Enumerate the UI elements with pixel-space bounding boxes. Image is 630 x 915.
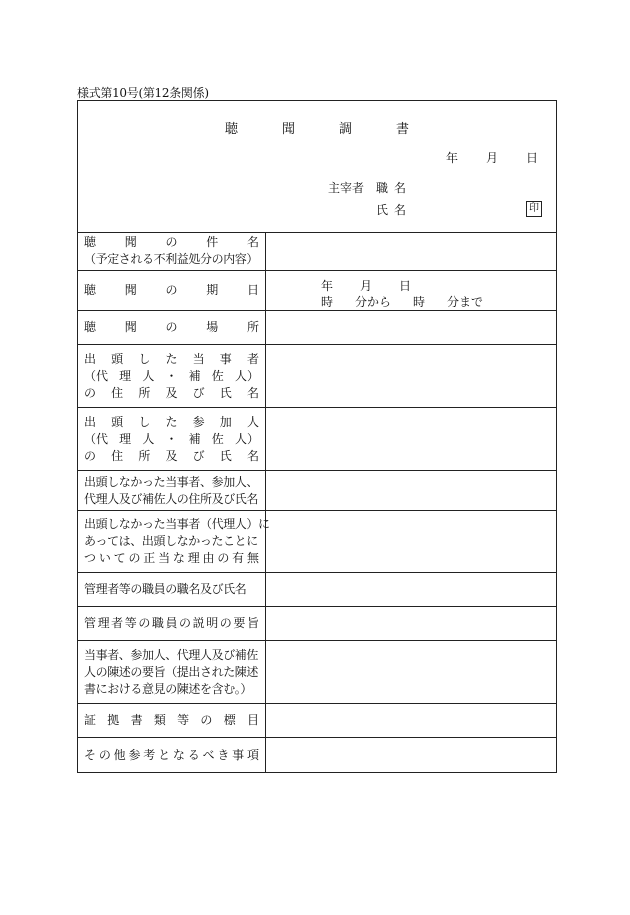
- row-label-text: 補: [188, 368, 201, 383]
- row-label-text: て: [113, 551, 126, 565]
- row-label: [78, 511, 270, 572]
- row-label-text: 無: [246, 551, 259, 565]
- row-label-line: [84, 712, 259, 729]
- row-label-line: [84, 581, 259, 598]
- row-label-text: の: [138, 616, 151, 630]
- row-label-text: 住: [111, 448, 124, 463]
- form-row: [78, 345, 556, 408]
- row-label-text: 旨: [246, 616, 259, 630]
- row-label-text: 日: [246, 283, 259, 297]
- row-label-text: 等: [177, 713, 190, 727]
- row-label-line: [84, 516, 270, 533]
- date-year: 年: [445, 151, 458, 165]
- row-label-text: の: [179, 616, 192, 630]
- row-label-text: の: [84, 448, 97, 463]
- hearing-date-part: 年: [321, 279, 334, 293]
- row-label-text: き: [217, 747, 230, 762]
- post-label-char: 職: [375, 181, 388, 195]
- row-label-text: 目: [246, 713, 259, 727]
- hearing-time-part: 分から: [355, 295, 392, 309]
- row-label: [78, 738, 266, 772]
- row-label-text: の: [128, 551, 141, 565]
- row-label-text: 人: [142, 431, 155, 446]
- row-label: [78, 271, 266, 310]
- row-label-text: 有: [232, 551, 245, 565]
- row-label-text: 及: [165, 385, 178, 400]
- row-value-cell[interactable]: [266, 511, 556, 572]
- row-label-line: [84, 491, 259, 508]
- post-label-char: 名: [393, 181, 406, 195]
- row-label-text: 員: [165, 616, 178, 630]
- row-label-text: 書における意見の陳述を含む。）: [84, 681, 253, 696]
- row-label-text: 当: [158, 551, 171, 565]
- row-value-cell[interactable]: [266, 607, 556, 640]
- row-label-text: 書: [130, 713, 143, 727]
- row-label-text: 標: [223, 713, 236, 727]
- row-label: [78, 704, 266, 737]
- form-title: [78, 118, 556, 137]
- row-label-line: [84, 533, 259, 550]
- row-label-text: そ: [84, 747, 97, 762]
- name-label-char: 名: [393, 203, 406, 217]
- row-label-line: [84, 385, 259, 402]
- row-label-line: [84, 474, 259, 491]
- title-char: 書: [396, 122, 410, 137]
- row-label-text: の: [217, 551, 230, 565]
- row-label-text: 事: [232, 747, 245, 762]
- row-label-line: [84, 368, 259, 385]
- date-month: 月: [485, 151, 498, 165]
- row-label-text: び: [192, 385, 205, 400]
- row-label: [78, 573, 266, 606]
- title-char: 調: [339, 122, 353, 137]
- row-value-cell[interactable]: [266, 738, 556, 772]
- row-label-text: 住: [111, 385, 124, 400]
- row-label-text: い: [98, 551, 111, 565]
- row-value-cell[interactable]: [266, 311, 556, 344]
- row-label-line: [84, 282, 259, 299]
- row-label-text: な: [172, 747, 185, 762]
- row-label-text: 職: [151, 616, 164, 630]
- row-label-text: 名: [246, 235, 259, 249]
- row-label-text: 考: [143, 747, 156, 762]
- row-label-line: [84, 414, 259, 431]
- row-label-text: び: [192, 448, 205, 463]
- row-label-line: [84, 615, 259, 632]
- row-label-line: [84, 448, 259, 465]
- row-label-text: 明: [206, 616, 219, 630]
- title-char: 聴: [224, 122, 238, 137]
- presider-label: 主宰者: [328, 181, 365, 195]
- row-label-text: た: [165, 351, 178, 366]
- form-caption: 様式第10号(第12条関係): [77, 86, 209, 100]
- row-value-cell[interactable]: [266, 704, 556, 737]
- hearing-date-part: 月: [360, 279, 373, 293]
- form-row: [78, 607, 556, 641]
- row-label-text: 代理人及び補佐人の住所及び氏名: [84, 491, 259, 506]
- row-label-text: 佐: [211, 368, 224, 383]
- hearing-record-form: [77, 100, 557, 773]
- name-label-char: 氏: [375, 203, 388, 217]
- row-label-text: 者: [111, 616, 124, 630]
- row-label-text: 説: [192, 616, 205, 630]
- row-label-text: の: [200, 713, 213, 727]
- row-label-text: 補: [188, 431, 201, 446]
- row-label-text: 人: [142, 368, 155, 383]
- row-label-text: 人: [246, 414, 259, 429]
- form-row: [78, 573, 556, 607]
- row-label-text: の: [165, 283, 178, 297]
- row-label-text: 出: [84, 351, 97, 366]
- row-label-text: 名: [246, 448, 259, 463]
- row-label-text: 者: [246, 351, 259, 366]
- row-label-text: ・: [165, 431, 178, 446]
- row-label-text: 頭: [111, 414, 124, 429]
- row-label-text: 所: [138, 385, 151, 400]
- row-label-text: 理: [119, 431, 132, 446]
- form-row: [78, 311, 556, 345]
- row-label-text: 聴: [84, 283, 97, 297]
- row-label-text: 項: [246, 747, 259, 762]
- row-label: [78, 607, 266, 640]
- title-char: 聞: [281, 122, 295, 137]
- row-label-text: 当事者、参加人、代理人及び補佐: [84, 647, 259, 662]
- row-label-text: （予定される不利益処分の内容）: [84, 252, 259, 266]
- date-day: 日: [525, 151, 538, 165]
- row-label-text: 類: [153, 713, 166, 727]
- row-label-line: [84, 251, 259, 268]
- row-label-text: （代: [84, 368, 109, 383]
- row-label: [78, 311, 266, 344]
- row-label-text: べ: [202, 747, 215, 762]
- row-label-text: 他: [113, 747, 126, 762]
- form-row: [78, 471, 556, 511]
- form-row: [78, 271, 556, 311]
- row-label-text: 参: [192, 414, 205, 429]
- row-label-text: 氏: [219, 448, 232, 463]
- hearing-date-line: [321, 277, 438, 294]
- row-label-text: 聞: [124, 320, 137, 334]
- row-label-text: 人の陳述の要旨（提出された陳述: [84, 664, 259, 679]
- row-label-line: [84, 681, 259, 698]
- row-label-text: 人）: [234, 368, 259, 383]
- row-label-text: 拠: [107, 713, 120, 727]
- row-label: [78, 471, 266, 510]
- row-label-text: 聴: [84, 235, 97, 249]
- form-header: [78, 101, 556, 233]
- form-row: [78, 738, 556, 772]
- row-label-text: る: [187, 747, 200, 762]
- row-label-text: 理: [97, 616, 110, 630]
- row-label-text: 等: [124, 616, 137, 630]
- row-label-line: [84, 234, 259, 251]
- row-label-text: 聴: [84, 320, 97, 334]
- row-label-text: の: [165, 235, 178, 249]
- seal-mark: 印: [526, 201, 542, 217]
- row-label-text: あっては、出頭しなかったことに: [84, 534, 258, 548]
- row-label-text: 管理者等の職員の職名及び氏名: [84, 582, 247, 596]
- row-label-text: 所: [246, 320, 259, 334]
- row-label-text: 及: [165, 448, 178, 463]
- row-label-text: 管: [84, 616, 97, 630]
- row-label-text: 証: [84, 713, 97, 727]
- row-label-text: た: [165, 414, 178, 429]
- row-label-text: 出頭しなかった当事者、参加人、: [84, 474, 259, 489]
- row-label-text: 氏: [219, 385, 232, 400]
- row-label-text: 加: [219, 414, 232, 429]
- row-label-line: [84, 647, 259, 664]
- row-label-text: 場: [206, 320, 219, 334]
- form-row: [78, 408, 556, 471]
- row-value-cell[interactable]: [266, 573, 556, 606]
- row-label-text: 由: [202, 551, 215, 565]
- hearing-time-line: [321, 293, 505, 310]
- row-label-text: （代: [84, 431, 109, 446]
- row-label-text: 理: [119, 368, 132, 383]
- row-label: [78, 345, 266, 407]
- row-label-text: 出: [84, 414, 97, 429]
- row-label-text: 正: [143, 551, 156, 565]
- hearing-time-part: 時: [321, 295, 334, 309]
- row-label-text: 頭: [111, 351, 124, 366]
- form-date: [418, 149, 538, 166]
- row-label-line: [84, 351, 259, 368]
- row-value-cell[interactable]: [266, 471, 556, 510]
- row-label-text: 理: [187, 551, 200, 565]
- hearing-time-part: 時: [413, 295, 426, 309]
- row-label-line: [84, 431, 259, 448]
- presider-name-line: [373, 201, 409, 218]
- row-value-cell[interactable]: [266, 271, 556, 310]
- row-label-text: ・: [165, 368, 178, 383]
- row-label-text: 当: [192, 351, 205, 366]
- hearing-time-part: 分まで: [447, 295, 484, 309]
- form-row: [78, 641, 556, 704]
- row-label-text: 名: [246, 385, 259, 400]
- row-label-text: の: [165, 320, 178, 334]
- row-label-text: 参: [128, 747, 141, 762]
- row-label-text: の: [98, 747, 111, 762]
- row-value-cell[interactable]: [266, 345, 556, 407]
- row-value-cell[interactable]: [266, 408, 556, 470]
- row-label-text: 出頭しなかった当事者（代理人）に: [84, 517, 270, 531]
- row-label: [78, 408, 266, 470]
- row-label: [78, 232, 266, 270]
- row-label-text: つ: [84, 551, 97, 565]
- row-value-cell[interactable]: [266, 641, 556, 703]
- form-row: [78, 232, 556, 271]
- row-label-text: 所: [138, 448, 151, 463]
- row-label-text: 聞: [124, 235, 137, 249]
- row-label-text: 聞: [124, 283, 137, 297]
- row-label-text: と: [158, 747, 171, 762]
- row-label-text: し: [138, 351, 151, 366]
- form-row: [78, 704, 556, 738]
- row-label-line: [84, 550, 259, 567]
- row-value-cell[interactable]: [266, 232, 556, 270]
- row-label-text: な: [172, 551, 185, 565]
- row-label-text: 件: [206, 235, 219, 249]
- row-label-text: の: [219, 616, 232, 630]
- row-label-text: 事: [219, 351, 232, 366]
- row-label-text: 佐: [211, 431, 224, 446]
- form-row: [78, 511, 556, 573]
- row-label-text: 要: [233, 616, 246, 630]
- row-label-line: [84, 664, 259, 681]
- row-label-text: の: [84, 385, 97, 400]
- row-label-line: [84, 747, 259, 764]
- row-label-text: し: [138, 414, 151, 429]
- row-label-text: 期: [206, 283, 219, 297]
- presider-post-line: [328, 179, 409, 196]
- row-label-text: 人）: [234, 431, 259, 446]
- hearing-date-part: 日: [399, 279, 412, 293]
- row-label-line: [84, 319, 259, 336]
- row-label: [78, 641, 266, 703]
